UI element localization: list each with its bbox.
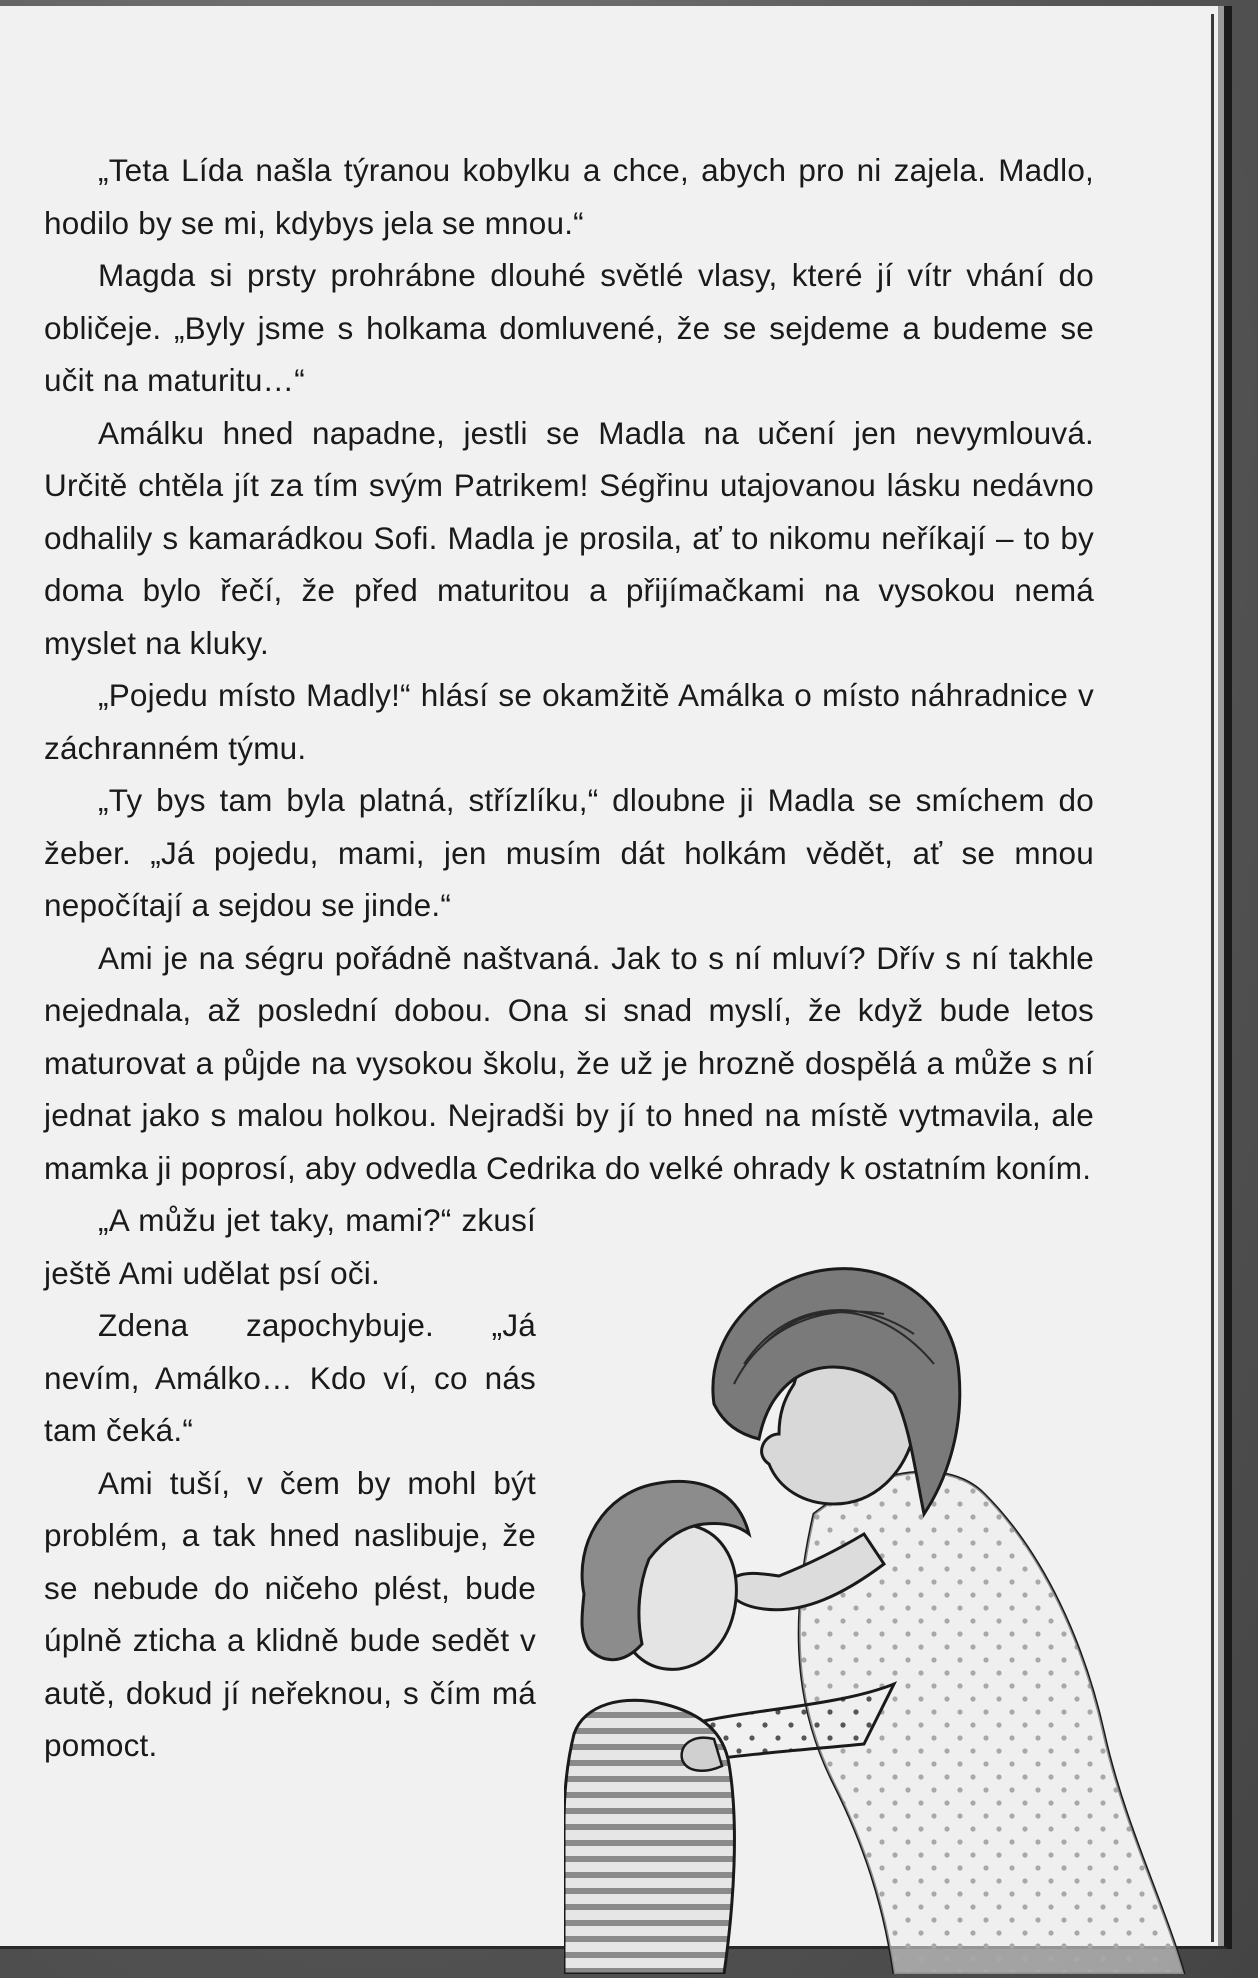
paragraph: Amálku hned napadne, jestli se Madla na učení jen nevymlouvá. Určitě chtěla jít za tím svým Patrikem! Ségřinu utajovanou lásku nedávno odhalily s kamarádkou Sofi. Madla je prosila, ať to nikomu neříkají – to by doma bylo řečí, že před maturitou a přijímačkami na vysokou nemá myslet na kluky. [44, 414, 1094, 661]
paragraph: Ami je na ségru pořádně naštvaná. Jak to s ní mluví? Dřív s ní takhle nejednala, až poslední dobou. Ona si snad myslí, že když bude letos maturovat a půjde na vysokou školu, že už je hrozně dospělá a může s ní jednat jako s malou holkou. Nejradši by jí to hned na místě vytmavila, ale mamka ji poprosí, aby odvedla Cedrika do velké ohrady k ostatním koním. [44, 939, 1094, 1186]
paragraph: Zdena zapochybuje. „Já nevím, Amálko… Kdo ví, co nás tam čeká.“ [44, 1307, 536, 1448]
paragraph: „Ty bys tam byla platná, střízlíku,“ dloubne ji Madla se smíchem do žeber. „Já pojedu, mami, jen musím dát holkám vědět, ať se mnou nepočítají a sejdou se jinde.“ [44, 782, 1094, 923]
paragraph: Magda si prsty prohrábne dlouhé světlé vlasy, které jí vítr vhání do obličeje. „Byly jsme s holkama domluvené, že se sejdeme a budeme se učit na maturitu…“ [44, 257, 1094, 398]
paragraph: „Teta Lída našla týranou kobylku a chce, abych pro ni zajela. Madlo, hodilo by se mi, kdybys jela se mnou.“ [44, 152, 1094, 241]
paragraph: Ami tuší, v čem by mohl být problém, a tak hned naslibuje, že se nebude do ničeho plést, bude úplně zticha a klidně bude sedět v autě, dokud jí neřeknou, s čím má pomoct. [44, 1464, 536, 1763]
illustration-mother-and-girl [564, 1264, 1204, 1974]
paragraph: „A můžu jet taky, mami?“ zkusí ještě Ami udělat psí oči. [44, 1202, 536, 1291]
book-page [0, 6, 1228, 1949]
paragraph: „Pojedu místo Madly!“ hlásí se okamžitě Amálka o místo náhradnice v záchranném týmu. [44, 677, 1094, 766]
